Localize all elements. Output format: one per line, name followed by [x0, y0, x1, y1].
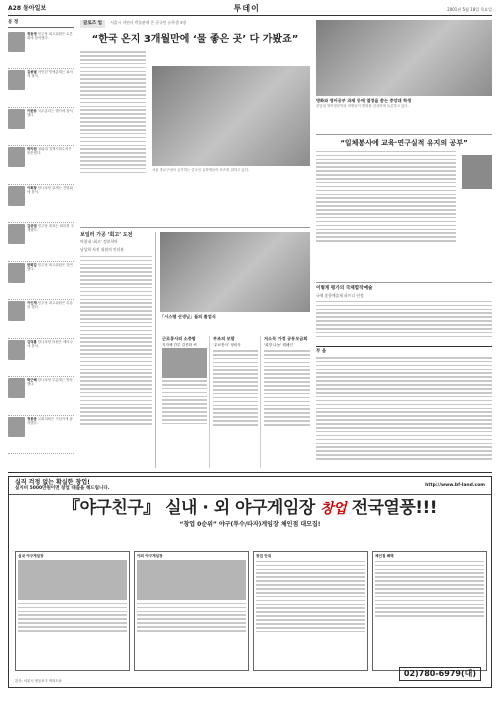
ad-box — [15, 551, 130, 671]
right-middle-article — [316, 282, 492, 342]
person-entry — [8, 416, 74, 455]
person-entry — [8, 108, 74, 147]
person-name: 정몽준 — [27, 416, 37, 421]
graduation-caption: 「시스템 선생님」들의 졸업식 — [160, 314, 216, 319]
middle-article-subtitle: 마침내 ‘최고’ 정보학아 — [80, 239, 118, 245]
ad-top-text: 실직 걱정 없는 확실한 창업! — [15, 478, 90, 486]
person-description: 자민련 명예총재는 회의에 참석. — [27, 70, 73, 79]
ad-headline-left: 『야구친구』 실내 · 외 야구게임장 — [62, 498, 315, 518]
mini-article-title: 부조의 보람 — [213, 336, 235, 341]
person-description: 청와대 정책기획수석은 방문했다. — [27, 147, 72, 156]
person-text — [27, 32, 74, 68]
person-photo — [8, 224, 25, 244]
person-entry — [8, 377, 74, 416]
person-text — [27, 263, 74, 299]
ad-headline-right: 전국열풍!!! — [351, 498, 438, 518]
person-text — [27, 224, 74, 260]
mini-article-subtitle: ‘희망 나눔’ 캠페인 — [264, 343, 293, 348]
graduation-photo — [160, 232, 310, 312]
person-description: 민주당 대표는 회의를 주재했다. — [27, 224, 74, 233]
ad-top-text-2: 실지비 5000만원이면 창업 대출을 해드립니다. — [15, 486, 110, 492]
person-photo — [8, 417, 25, 437]
ad-footer: 본사: 서울시 영등포구 여의도동 — [15, 678, 62, 683]
person-description: 한나라당 의원은 세미나에 참석. — [27, 339, 73, 348]
mini-article-body — [264, 350, 310, 426]
interview-headline: “일체봉사에 교육·연구실적 유지의 공부” — [340, 139, 468, 147]
middle-article-byline: 남상희 사진 위원의 인터뷰 — [80, 246, 124, 252]
article-body — [80, 51, 146, 173]
people-list — [8, 31, 74, 455]
people-column — [8, 20, 74, 470]
obituary-body — [316, 357, 492, 460]
ad-box-label: 체인점 혜택 — [375, 554, 394, 558]
ad-stamp: 창업 — [320, 501, 347, 517]
ad-box-text — [375, 561, 484, 617]
person-name: 이회창 — [27, 185, 37, 190]
photo-caption: 서울 종로구에서 공부하는 중국인 유학생들이 포즈를 취하고 있다. — [152, 168, 250, 172]
right-photo-title: 명화와 영어공부 과제 등에 열정을 쏟는 중앙대 학생 — [316, 98, 412, 103]
person-entry — [8, 223, 74, 262]
person-text — [27, 340, 74, 376]
person-photo — [8, 32, 25, 52]
right-photo — [316, 20, 492, 96]
ad-box — [372, 551, 487, 671]
mini-article-subtitle: 지자체 간부 김종화 씨 — [162, 343, 197, 348]
mini-article-body — [213, 350, 258, 426]
mini-article-2 — [211, 336, 261, 468]
person-description: 국무총리는 행사에 참석했다. — [27, 108, 73, 117]
ad-box-text — [137, 603, 246, 632]
ad-box-label: 창업 안내 — [256, 554, 272, 558]
person-name: 김종필 — [27, 70, 37, 75]
person-text — [27, 186, 74, 222]
ad-top-bar — [9, 477, 491, 495]
person-photo — [8, 186, 25, 206]
header-rule — [8, 15, 492, 16]
middle-article-body — [80, 256, 152, 425]
person-description: 민주당 최고위원은 토론회에 참석했다. — [27, 31, 73, 40]
issue-date: 2001년 5월 18일 목요일 — [447, 6, 492, 12]
right-middle-subtitle: 국제 종합예술제 파트너 선정 — [316, 292, 364, 298]
person-entry — [8, 300, 74, 339]
person-name: 정동영 — [27, 31, 37, 36]
person-description: 민주당 최고위원은 강연했다. — [27, 262, 73, 271]
person-photo — [8, 263, 25, 283]
person-text — [27, 301, 74, 337]
graduation-photo-block — [160, 232, 310, 332]
mini-article-title: 저소득 가정 공동모금회 — [264, 336, 308, 341]
ad-rule — [8, 472, 492, 473]
person-text — [27, 147, 74, 183]
person-photo — [8, 378, 25, 398]
person-photo — [8, 340, 25, 360]
ad-box — [253, 551, 368, 671]
obituary-heading: 부 음 — [316, 349, 327, 354]
interviewee-photo — [462, 155, 492, 189]
article-headline: “한국 온지 3개월만에 ‘물 좋은 곳’ 다 가봤죠” — [91, 33, 299, 45]
person-text — [27, 378, 74, 414]
ad-box-photo — [137, 560, 246, 600]
ad-box-photo — [18, 560, 127, 600]
right-photo-caption: 중앙대 영어영문학과 학생들이 명화를 감상하며 토론하고 있다. — [316, 104, 409, 108]
person-name: 한화갑 — [27, 262, 37, 267]
article-photo — [152, 66, 310, 166]
person-photo — [8, 109, 25, 129]
person-description: 한나라당 총재는 간담회에 참석. — [27, 185, 73, 194]
ad-phone-number: 02)780-6979(대) — [399, 667, 481, 681]
ad-box-text — [256, 561, 365, 633]
person-description: 국회의원은 기념식에 참석했다. — [27, 416, 73, 425]
feature-article — [80, 20, 310, 228]
right-middle-title: 이렇게 평가의 국제합작예술 — [316, 286, 373, 291]
right-middle-body — [316, 301, 492, 338]
mini-article-3 — [262, 336, 312, 468]
mini-article-1 — [160, 336, 210, 468]
person-entry — [8, 185, 74, 224]
person-name: 박근혜 — [27, 378, 37, 383]
person-entry — [8, 339, 74, 378]
person-text — [27, 417, 74, 453]
person-entry — [8, 262, 74, 301]
person-name: 김덕룡 — [27, 339, 37, 344]
ad-subline: “창업 0순위” 야구(투수/타자)게임장 체인점 대모집! — [179, 521, 321, 529]
mini-article-body — [162, 380, 207, 424]
middle-article-title: 보일러 가공 ‘회고’ 도전 — [80, 232, 133, 238]
people-column-heading: 동 정 — [8, 20, 74, 28]
mini-article-subtitle: ‘무료봉사’ 정비사 — [213, 343, 241, 348]
person-description: 민주당 최고위원은 특강을 했다. — [27, 301, 73, 310]
ad-headline — [9, 498, 491, 519]
article-subhead: 서울시 자연사 박물관에 온 중국인 유학생 3명 — [110, 20, 186, 25]
ad-box-label: 실내 야구게임장 — [18, 554, 44, 558]
interview-article — [316, 134, 492, 278]
person-name: 이인제 — [27, 301, 37, 306]
ad-box-text — [18, 603, 127, 632]
ad-box-label: 야외 야구게임장 — [137, 554, 163, 558]
person-text — [27, 109, 74, 145]
middle-article — [80, 232, 156, 468]
person-name: 박지원 — [27, 147, 37, 152]
ad-content-grid — [15, 551, 487, 671]
page-header — [8, 4, 492, 14]
person-description: 한나라당 부총재는 방문했다. — [27, 378, 73, 387]
person-name: 김중권 — [27, 224, 37, 229]
page-number: A28 동아일보 — [8, 5, 47, 13]
ad-url: http://www.bf-land.com — [425, 482, 485, 488]
person-photo — [8, 301, 25, 321]
person-name: 이한동 — [27, 108, 37, 113]
person-text — [27, 70, 74, 106]
advertisement — [8, 476, 492, 688]
article-kicker: 글로즈 업 — [80, 20, 105, 28]
obituary-listing — [316, 346, 492, 468]
ad-box — [134, 551, 249, 671]
person-entry — [8, 31, 74, 70]
section-title: 투데이 — [233, 4, 260, 13]
interview-body — [316, 151, 456, 242]
person-photo — [8, 70, 25, 90]
mini-article-title: 근로봉사의 소중함 — [162, 336, 196, 341]
person-photo — [8, 147, 25, 167]
person-entry — [8, 146, 74, 185]
mini-article-photo — [162, 348, 207, 378]
person-entry — [8, 69, 74, 108]
